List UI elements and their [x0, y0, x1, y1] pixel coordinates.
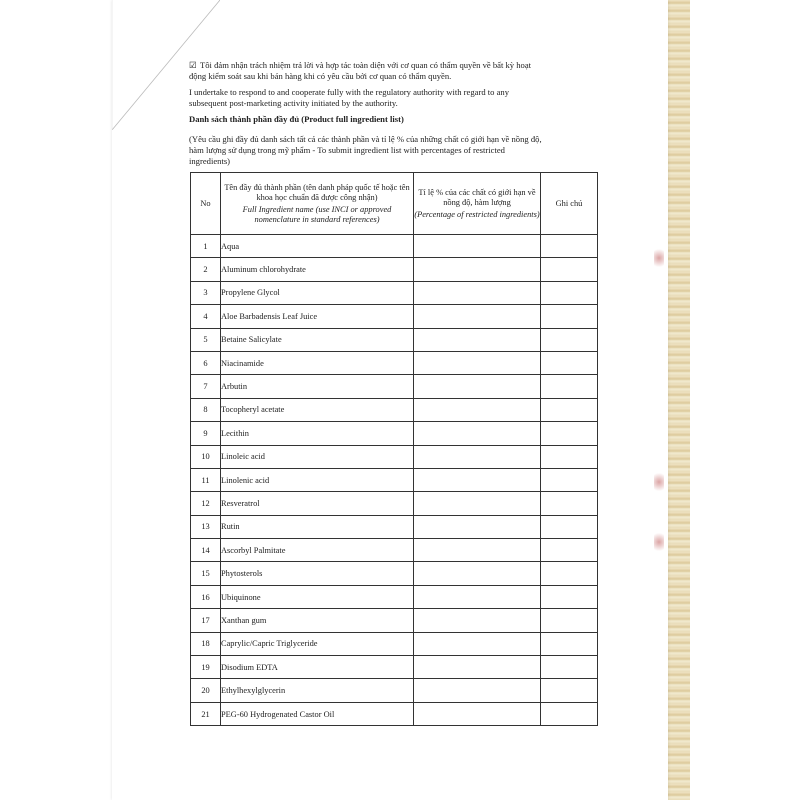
instruction-line2: hàm lượng sử dụng trong mỹ phẩm - To submit ingredient list with percentages of restricted [189, 145, 505, 155]
header-percentage [414, 173, 541, 235]
background-right [690, 0, 800, 800]
row-number: 12 [191, 492, 221, 515]
note-cell [541, 281, 598, 304]
ingredient-name: Propylene Glycol [221, 281, 414, 304]
table-row [191, 422, 598, 445]
ingredient-name: Lecithin [221, 422, 414, 445]
note-cell [541, 375, 598, 398]
note-cell [541, 562, 598, 585]
row-number: 14 [191, 539, 221, 562]
row-number: 2 [191, 258, 221, 281]
percentage-cell [414, 305, 541, 328]
table-row [191, 235, 598, 258]
header-pct-vi: Tỉ lệ % của các chất có giới hạn về nồng độ, hàm lượng [418, 187, 536, 207]
note-cell [541, 328, 598, 351]
ingredient-name: Betaine Salicylate [221, 328, 414, 351]
row-number: 20 [191, 679, 221, 702]
note-cell [541, 702, 598, 725]
note-cell [541, 235, 598, 258]
ingredient-name: Aloe Barbadensis Leaf Juice [221, 305, 414, 328]
table-row [191, 515, 598, 538]
header-note: Ghi chú [541, 173, 598, 235]
note-cell [541, 445, 598, 468]
row-number: 15 [191, 562, 221, 585]
table-row [191, 445, 598, 468]
note-cell [541, 351, 598, 374]
note-cell [541, 656, 598, 679]
row-number: 9 [191, 422, 221, 445]
commitment-vi-line2: động kiểm soát sau khi bán hàng khi có yêu cầu bởi cơ quan có thẩm quyền. [189, 71, 452, 81]
table-row [191, 632, 598, 655]
table-row [191, 656, 598, 679]
percentage-cell [414, 328, 541, 351]
ingredient-name: Linoleic acid [221, 445, 414, 468]
row-number: 8 [191, 398, 221, 421]
table-row [191, 492, 598, 515]
row-number: 7 [191, 375, 221, 398]
ingredient-name: PEG-60 Hydrogenated Castor Oil [221, 702, 414, 725]
ingredient-name: Arbutin [221, 375, 414, 398]
ingredient-name: Caprylic/Capric Triglyceride [221, 632, 414, 655]
stamp-mark [654, 246, 664, 270]
table-row [191, 539, 598, 562]
percentage-cell [414, 562, 541, 585]
header-pct-en: (Percentage of restricted ingredients) [414, 209, 540, 219]
percentage-cell [414, 702, 541, 725]
table-row [191, 328, 598, 351]
row-number: 13 [191, 515, 221, 538]
note-cell [541, 515, 598, 538]
note-cell [541, 422, 598, 445]
ingredient-name: Niacinamide [221, 351, 414, 374]
table-row [191, 305, 598, 328]
percentage-cell [414, 398, 541, 421]
percentage-cell [414, 585, 541, 608]
paper-edge-strip [668, 0, 690, 800]
table-row [191, 702, 598, 725]
table-row [191, 281, 598, 304]
row-number: 11 [191, 468, 221, 491]
row-number: 18 [191, 632, 221, 655]
ingredient-name: Phytosterols [221, 562, 414, 585]
note-cell [541, 679, 598, 702]
row-number: 5 [191, 328, 221, 351]
percentage-cell [414, 375, 541, 398]
table-row [191, 468, 598, 491]
percentage-cell [414, 492, 541, 515]
note-cell [541, 398, 598, 421]
ingredient-name: Ethylhexylglycerin [221, 679, 414, 702]
note-cell [541, 632, 598, 655]
percentage-cell [414, 656, 541, 679]
percentage-cell [414, 281, 541, 304]
header-name-vi: Tên đầy đủ thành phần (tên danh pháp quốc tế hoặc tên khoa học chuẩn đã được công nhận) [224, 182, 410, 202]
stamp-mark [654, 530, 664, 554]
note-cell [541, 258, 598, 281]
note-cell [541, 492, 598, 515]
row-number: 1 [191, 235, 221, 258]
row-number: 19 [191, 656, 221, 679]
instruction-line3: ingredients) [189, 156, 231, 166]
percentage-cell [414, 609, 541, 632]
table-row [191, 351, 598, 374]
section-title: Danh sách thành phần đầy đủ (Product full ingredient list) [189, 114, 404, 124]
commitment-checkbox: ☑ [189, 60, 197, 70]
ingredient-name: Ascorbyl Palmitate [221, 539, 414, 562]
ingredient-name: Aluminum chlorohydrate [221, 258, 414, 281]
row-number: 6 [191, 351, 221, 374]
table-row [191, 585, 598, 608]
table-row [191, 398, 598, 421]
header-name-en: Full Ingredient name (use INCI or approved nomenclature in standard references) [242, 204, 392, 224]
table-row [191, 679, 598, 702]
percentage-cell [414, 235, 541, 258]
note-cell [541, 305, 598, 328]
row-number: 17 [191, 609, 221, 632]
ingredient-name: Resveratrol [221, 492, 414, 515]
instruction-line1: (Yêu cầu ghi đầy đủ danh sách tất cả các thành phần và tỉ lệ % của những chất có giới hạn về nồng độ, [189, 134, 542, 144]
ingredient-name: Rutin [221, 515, 414, 538]
table-row [191, 375, 598, 398]
percentage-cell [414, 539, 541, 562]
ingredient-name: Linolenic acid [221, 468, 414, 491]
percentage-cell [414, 445, 541, 468]
row-number: 16 [191, 585, 221, 608]
row-number: 3 [191, 281, 221, 304]
note-cell [541, 609, 598, 632]
commitment-en-line2: subsequent post-marketing activity initiated by the authority. [189, 98, 398, 108]
header-no: No [191, 173, 221, 235]
commitment-vi-line1: Tôi đảm nhận trách nhiệm trả lời và hợp tác toàn diện với cơ quan có thẩm quyền về bất kỳ hoạt [200, 60, 532, 70]
percentage-cell [414, 632, 541, 655]
table-row [191, 609, 598, 632]
table-row [191, 258, 598, 281]
commitment-en-line1: I undertake to respond to and cooperate fully with the regulatory authority with regard to any [189, 87, 510, 97]
percentage-cell [414, 422, 541, 445]
stamp-mark [654, 470, 664, 494]
note-cell [541, 468, 598, 491]
header-ingredient-name [221, 173, 414, 235]
row-number: 4 [191, 305, 221, 328]
ingredient-table [190, 172, 598, 726]
percentage-cell [414, 351, 541, 374]
ingredient-name: Aqua [221, 235, 414, 258]
percentage-cell [414, 515, 541, 538]
ingredient-name: Xanthan gum [221, 609, 414, 632]
ingredient-name: Tocopheryl acetate [221, 398, 414, 421]
row-number: 21 [191, 702, 221, 725]
row-number: 10 [191, 445, 221, 468]
note-cell [541, 585, 598, 608]
ingredient-name: Ubiquinone [221, 585, 414, 608]
table-row [191, 562, 598, 585]
percentage-cell [414, 468, 541, 491]
table-header-row [191, 173, 598, 235]
note-cell [541, 539, 598, 562]
ingredient-name: Disodium EDTA [221, 656, 414, 679]
percentage-cell [414, 258, 541, 281]
percentage-cell [414, 679, 541, 702]
background-left [0, 0, 112, 800]
